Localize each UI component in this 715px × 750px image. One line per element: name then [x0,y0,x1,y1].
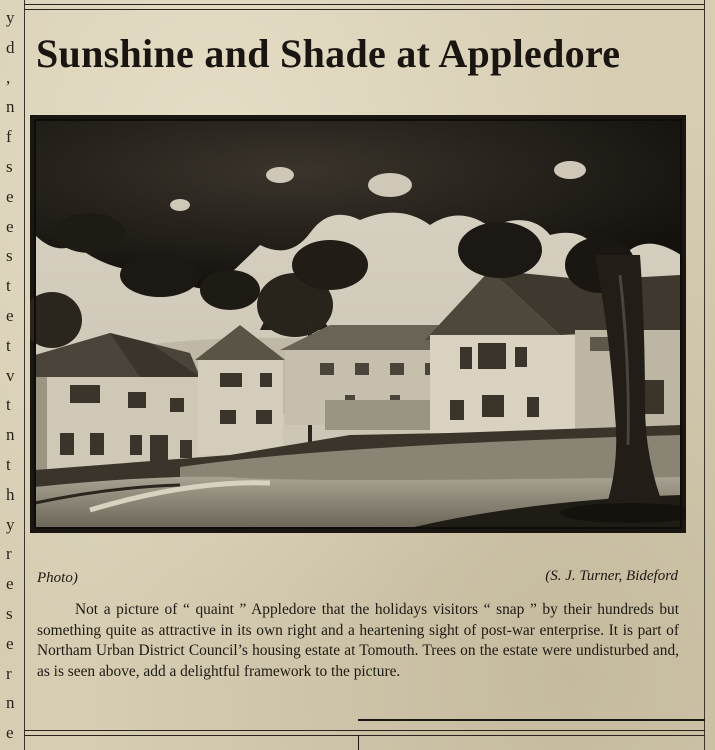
margin-letter: t [6,455,11,474]
margin-letter: f [6,127,12,146]
bottom-rule-upper [358,719,705,724]
margin-letter: r [6,664,12,683]
photo-credit-label: Photo) [37,570,78,586]
margin-letter: n [6,425,15,444]
margin-letter: t [6,276,11,295]
column-divider [358,735,359,750]
margin-letter: s [6,246,13,265]
bottom-rule [24,730,705,736]
margin-letter: t [6,395,11,414]
photo-credit-name: (S. J. Turner, Bideford [545,568,678,584]
caption-text: Not a picture of “ quaint ” Appledore that the holidays visitors “ snap ” by their hundreds but something quite as attractive in its own right and a heartening sight of post-war enterprise. It is part of Northam Urban District Council’s housing estate at Tomouth. Trees on the estate were undisturbed and, as is seen above, add a delightful framework to the picture. [37,601,679,680]
right-column-edge [704,0,715,750]
margin-letter: y [6,8,15,27]
margin-letter: , [6,68,11,87]
margin-letter: n [6,693,15,712]
adjacent-column-edge [0,0,25,750]
headline: Sunshine and Shade at Appledore [36,31,621,76]
margin-letter: y [6,515,15,534]
photo-housing-estate [30,115,686,533]
margin-letter: e [6,187,14,206]
margin-letter: r [6,544,12,563]
margin-letter: e [6,574,14,593]
margin-letter: e [6,306,14,325]
margin-letter: s [6,604,13,623]
margin-letter: d [6,38,15,57]
margin-letter: e [6,723,14,742]
margin-letter: t [6,336,11,355]
caption [37,600,679,682]
margin-letter: e [6,634,14,653]
margin-letter: n [6,97,15,116]
top-rule [24,4,705,10]
margin-letter: s [6,157,13,176]
margin-letter: e [6,217,14,236]
margin-letter: v [6,366,15,385]
margin-letter: h [6,485,15,504]
photograph [30,115,686,533]
